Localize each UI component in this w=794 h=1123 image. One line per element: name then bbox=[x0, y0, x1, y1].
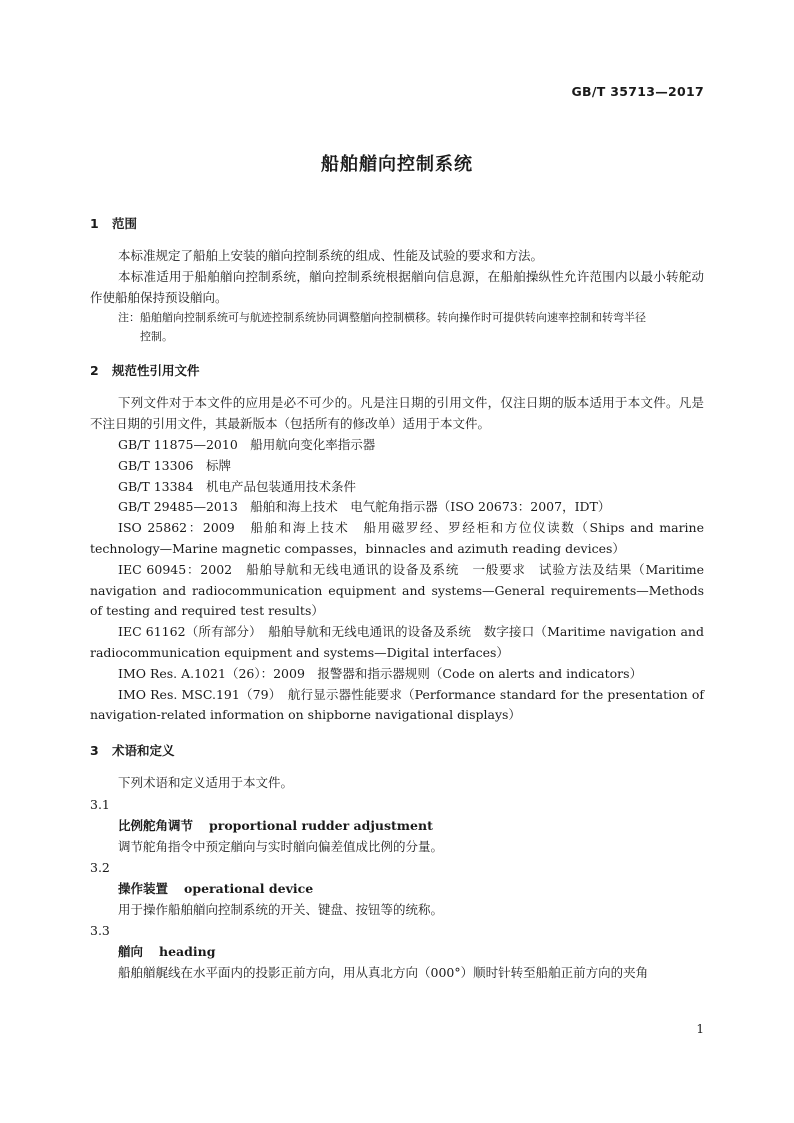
document-title: 船舶艏向控制系统 bbox=[321, 154, 473, 175]
term-definition: 船舶艏艉线在水平面内的投影正前方向，用从真北方向（000°）顺时针转至船舶正前方向的夹角 bbox=[118, 964, 649, 980]
reference-item: IEC 61162（所有部分） 船舶导航和无线电通讯的设备及系统 数字接口（Maritime navigation and radiocommunication equipment and systems—Digital interfaces） bbox=[90, 624, 704, 660]
standard-code: GB/T 35713—2017 bbox=[571, 84, 704, 99]
section-heading-references bbox=[90, 360, 704, 381]
paragraph: 本标准规定了船舶上安装的艏向控制系统的组成、性能及试验的要求和方法。 bbox=[118, 248, 544, 263]
document-body bbox=[90, 213, 704, 983]
term-en: proportional rudder adjustment bbox=[209, 817, 433, 833]
section-title: 术语和定义 bbox=[112, 743, 175, 759]
section-heading-terms bbox=[90, 740, 704, 761]
reference-item: GB/T 13306 标牌 bbox=[118, 457, 231, 473]
reference-item: IMO Res. MSC.191（79） 航行显示器性能要求（Performance standard for the presentation of navigation-related information on shipborne navigational displays） bbox=[90, 686, 704, 723]
term-en: heading bbox=[159, 943, 216, 959]
reference-item: IMO Res. A.1021（26）：2009 报警器和指示器规则（Code on alerts and indicators） bbox=[118, 665, 643, 681]
paragraph: 本标准适用于船舶艏向控制系统，艏向控制系统根据艏向信息源，在船舶操纵性允许范围内以最小转舵动作使船舶保持预设艏向。 bbox=[90, 268, 704, 305]
reference-item: IEC 60945：2002 船舶导航和无线电通讯的设备及系统 一般要求 试验方法及结果（Maritime navigation and radiocommunication equipment and systems—General requirements—Methods of testing and required test results） bbox=[90, 561, 704, 619]
term-line bbox=[90, 815, 704, 836]
section-title: 范围 bbox=[112, 216, 138, 231]
paragraph: 下列术语和定义适用于本文件。 bbox=[118, 775, 294, 791]
reference-item: GB/T 13384 机电产品包装通用技术条件 bbox=[118, 478, 356, 494]
section-heading-scope bbox=[90, 213, 704, 234]
paragraph: 下列文件对于本文件的应用是必不可少的。凡是注日期的引用文件，仅注日期的版本适用于本文件。凡是不注日期的引用文件，其最新版本（包括所有的修改单）适用于本文件。 bbox=[90, 395, 704, 432]
section-number: 1 bbox=[90, 216, 99, 231]
term-definition: 调节舵角指令中预定艏向与实时艏向偏差值成比例的分量。 bbox=[118, 838, 444, 854]
note-line: 注：船舶艏向控制系统可与航迹控制系统协同调整艏向控制横移。转向操作时可提供转向速率控制和转弯半径 bbox=[118, 311, 646, 325]
term-zh: 操作装置 bbox=[118, 880, 169, 896]
term-en: operational device bbox=[184, 880, 314, 896]
section-title: 规范性引用文件 bbox=[112, 363, 200, 379]
term-number: 3.1 bbox=[90, 796, 110, 812]
reference-item: GB/T 29485—2013 船舶和海上技术 电气舵角指示器（ISO 20673：2007，IDT） bbox=[118, 499, 611, 515]
reference-item: GB/T 11875—2010 船用航向变化率指示器 bbox=[118, 436, 376, 452]
section-number: 2 bbox=[90, 363, 99, 379]
term-number: 3.2 bbox=[90, 859, 110, 875]
section-number: 3 bbox=[90, 743, 99, 759]
page-number: 1 bbox=[696, 1022, 704, 1036]
term-definition: 用于操作船舶艏向控制系统的开关、键盘、按钮等的统称。 bbox=[118, 901, 444, 917]
term-zh: 艏向 bbox=[118, 943, 144, 959]
term-zh: 比例舵角调节 bbox=[118, 817, 194, 833]
term-line bbox=[90, 941, 704, 962]
note-line: 控制。 bbox=[140, 330, 173, 344]
term-line bbox=[90, 878, 704, 899]
reference-item: ISO 25862：2009 船舶和海上技术 船用磁罗经、罗经柜和方位仪读数（Ships and marine technology—Marine magnetic compasses，binnacles and azimuth reading devices） bbox=[90, 520, 704, 556]
note bbox=[90, 308, 704, 346]
term-number: 3.3 bbox=[90, 922, 110, 938]
